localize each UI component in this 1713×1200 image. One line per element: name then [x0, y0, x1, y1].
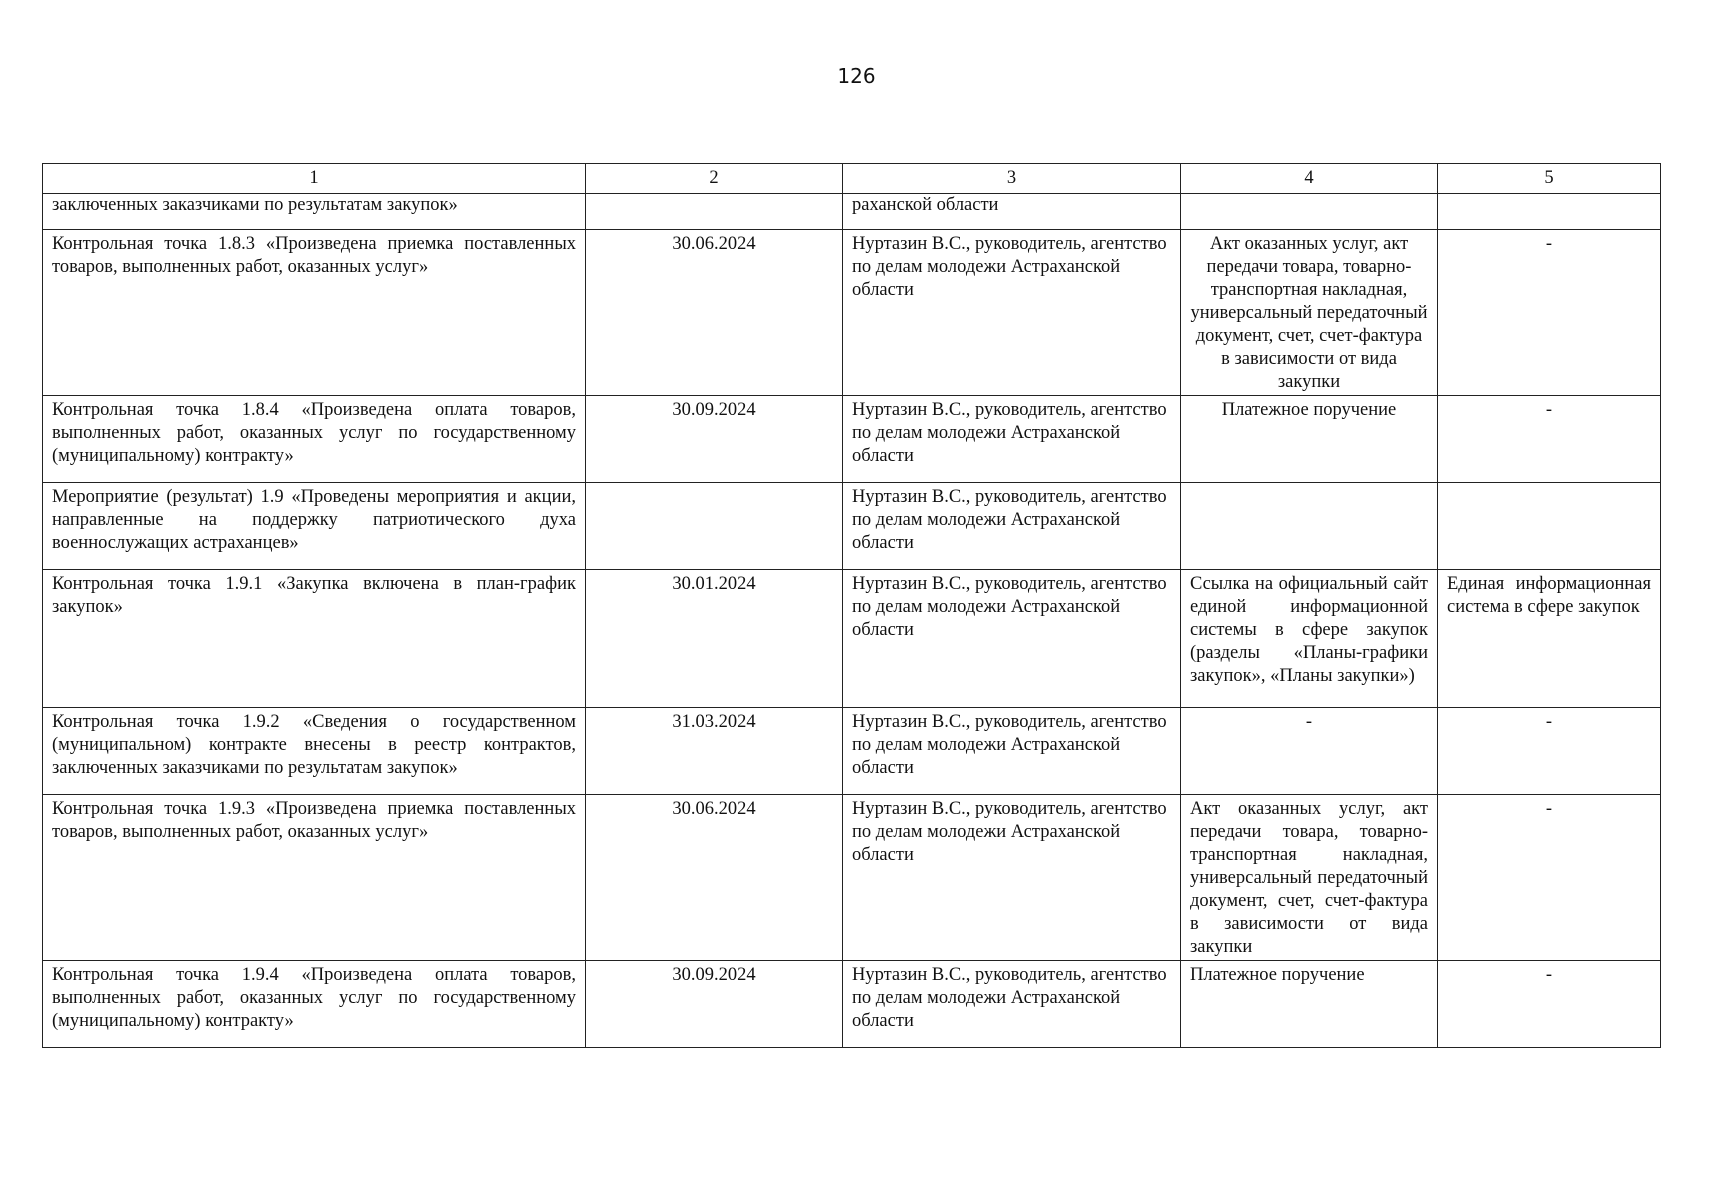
cell-document: Акт оказанных услуг, акт передачи товара, товарно-транспортная накладная, универсальный передаточный документ, счет, счет-фактура в зависимости от вида закупки [1181, 230, 1438, 396]
control-points-table [42, 163, 1661, 1048]
column-header-1: 1 [43, 164, 586, 194]
cell-system [1438, 483, 1661, 570]
cell-date: 30.01.2024 [586, 570, 843, 708]
cell-system [1438, 194, 1661, 230]
cell-system: - [1438, 795, 1661, 961]
table-row [43, 194, 1661, 230]
cell-document: Платежное поручение [1181, 396, 1438, 483]
cell-date [586, 483, 843, 570]
cell-system: - [1438, 230, 1661, 396]
cell-document: Акт оказанных услуг, акт передачи товара, товарно-транспортная накладная, универсальный передаточный документ, счет, счет-фактура в зависимости от вида закупки [1181, 795, 1438, 961]
cell-date: 30.09.2024 [586, 961, 843, 1048]
table-header-row [43, 164, 1661, 194]
cell-system: - [1438, 961, 1661, 1048]
table-row [43, 795, 1661, 961]
cell-document: - [1181, 708, 1438, 795]
cell-date: 30.06.2024 [586, 230, 843, 396]
cell-responsible: Нуртазин В.С., руководитель, агентство по делам молодежи Астраханской области [843, 230, 1181, 396]
column-header-4: 4 [1181, 164, 1438, 194]
cell-document: Ссылка на официальный сайт единой информационной системы в сфере закупок (разделы «Планы-графики закупок», «Планы закупки») [1181, 570, 1438, 708]
cell-date: 31.03.2024 [586, 708, 843, 795]
cell-responsible: Нуртазин В.С., руководитель, агентство по делам молодежи Астраханской области [843, 795, 1181, 961]
cell-responsible: Нуртазин В.С., руководитель, агентство по делам молодежи Астраханской области [843, 483, 1181, 570]
cell-system: - [1438, 708, 1661, 795]
table-row [43, 230, 1661, 396]
cell-responsible: Нуртазин В.С., руководитель, агентство по делам молодежи Астраханской области [843, 570, 1181, 708]
cell-responsible: раханской области [843, 194, 1181, 230]
page-number: 126 [837, 64, 876, 88]
column-header-2: 2 [586, 164, 843, 194]
cell-name: Контрольная точка 1.9.3 «Произведена приемка поставленных товаров, выполненных работ, оказанных услуг» [43, 795, 586, 961]
cell-responsible: Нуртазин В.С., руководитель, агентство по делам молодежи Астраханской области [843, 961, 1181, 1048]
table-row [43, 570, 1661, 708]
column-header-5: 5 [1438, 164, 1661, 194]
cell-system: - [1438, 396, 1661, 483]
cell-name: Контрольная точка 1.9.4 «Произведена оплата товаров, выполненных работ, оказанных услуг по государственному (муниципальному) контракту» [43, 961, 586, 1048]
cell-responsible: Нуртазин В.С., руководитель, агентство по делам молодежи Астраханской области [843, 708, 1181, 795]
cell-document: Платежное поручение [1181, 961, 1438, 1048]
cell-document [1181, 194, 1438, 230]
cell-date [586, 194, 843, 230]
cell-name: Контрольная точка 1.8.4 «Произведена оплата товаров, выполненных работ, оказанных услуг по государственному (муниципальному) контракту» [43, 396, 586, 483]
cell-document [1181, 483, 1438, 570]
table-row [43, 396, 1661, 483]
cell-date: 30.09.2024 [586, 396, 843, 483]
cell-responsible: Нуртазин В.С., руководитель, агентство по делам молодежи Астраханской области [843, 396, 1181, 483]
cell-name: Мероприятие (результат) 1.9 «Проведены мероприятия и акции, направленные на поддержку патриотического духа военнослужащих астраханцев» [43, 483, 586, 570]
column-header-3: 3 [843, 164, 1181, 194]
table-row [43, 483, 1661, 570]
table-row [43, 961, 1661, 1048]
cell-name: Контрольная точка 1.9.2 «Сведения о государственном (муниципальном) контракте внесены в реестр контрактов, заключенных заказчиками по результатам закупок» [43, 708, 586, 795]
cell-date: 30.06.2024 [586, 795, 843, 961]
cell-system: Единая информационная система в сфере закупок [1438, 570, 1661, 708]
cell-name: Контрольная точка 1.8.3 «Произведена приемка поставленных товаров, выполненных работ, оказанных услуг» [43, 230, 586, 396]
cell-name: Контрольная точка 1.9.1 «Закупка включена в план-график закупок» [43, 570, 586, 708]
cell-name: заключенных заказчиками по результатам закупок» [43, 194, 586, 230]
table-row [43, 708, 1661, 795]
